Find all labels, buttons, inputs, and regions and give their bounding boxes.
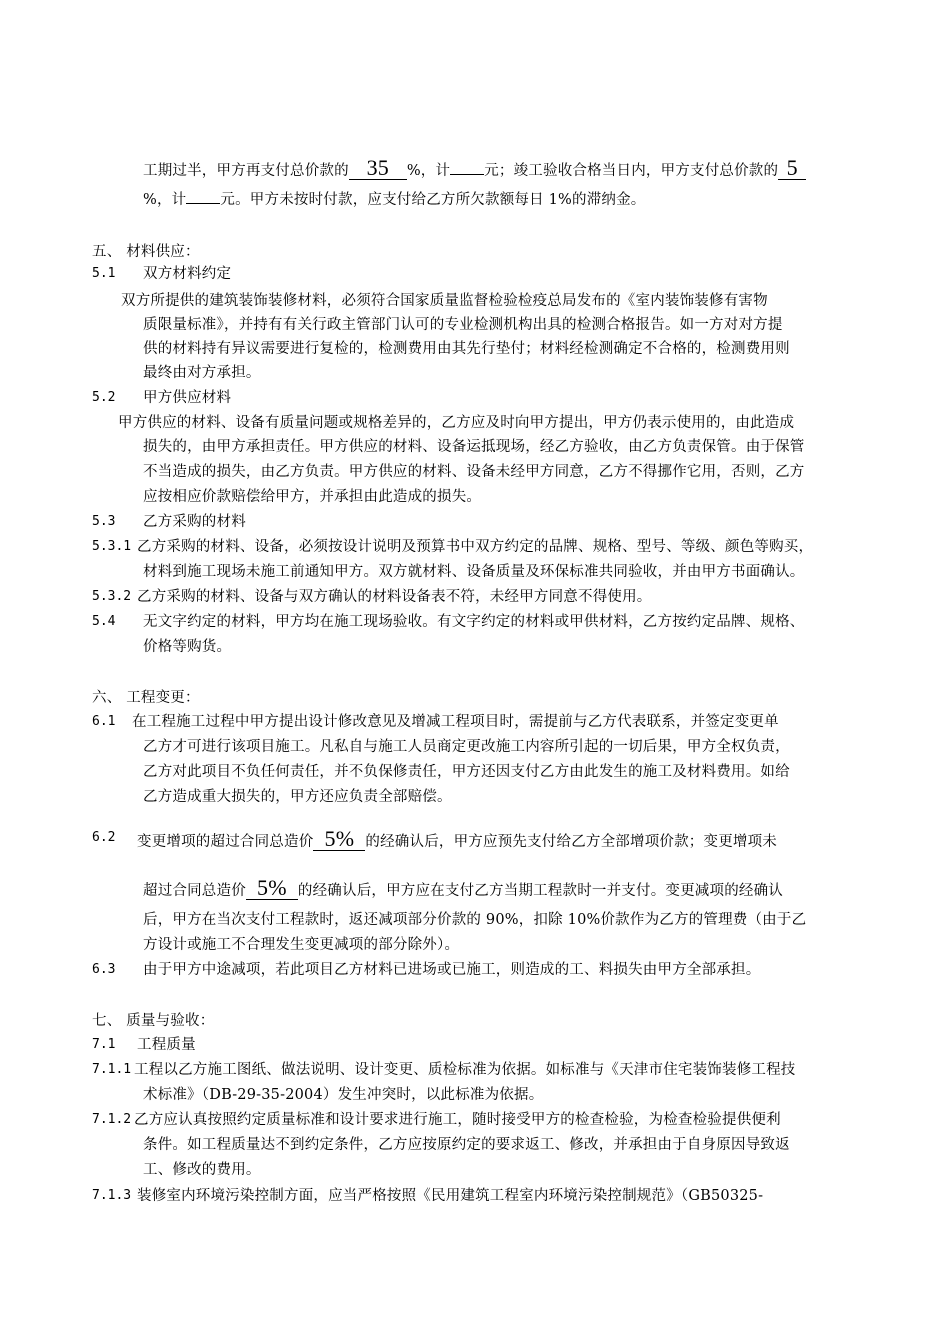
- clause-5-1-line-1: 双方所提供的建筑装饰装修材料，必须符合国家质量监督检验检疫总局发布的《室内装饰装修有害物: [121, 293, 768, 309]
- clause-5-2-line-1: 甲方供应的材料、设备有质量问题或规格差异的，乙方应及时向甲方提出，甲方仍表示使用的，由此造成: [118, 415, 795, 431]
- section-6-heading: 六、 工程变更：: [92, 690, 200, 706]
- clause-6-1-line-2: 乙方才可进行该项目施工。凡私自与施工人员商定更改施工内容所引起的一切后果，甲方全权负责，: [143, 739, 790, 755]
- clause-6-1-line-1: 在工程施工过程中甲方提出设计修改意见及增减工程项目时，需提前与乙方代表联系，并签定变更单: [132, 714, 779, 730]
- progress-payment-percent: 35: [349, 157, 407, 180]
- clause-number-5-3-1: 5.3.1: [92, 539, 132, 554]
- clause-5-1-line-4: 最终由对方承担。: [143, 365, 261, 381]
- payment-text-4: %，计: [143, 192, 187, 208]
- clause-6-2-line-3: 后，甲方在当次支付工程款时，返还减项部分价款的 90%，扣除 10%价款作为乙方的管理费（由于乙: [143, 912, 807, 928]
- payment-text-3: 元；竣工验收合格当日内，甲方支付总价款的: [484, 163, 779, 179]
- clause-number-5-3-2: 5.3.2: [92, 589, 132, 604]
- clause-number-5-2: 5.2: [92, 390, 116, 405]
- clause-number-5-1: 5.1: [92, 266, 116, 281]
- clause-5-1-line-3: 供的材料持有异议需要进行复检的，检测费用由其先行垫付；材料经检测确定不合格的，检测费用则: [143, 341, 790, 357]
- clause-6-2-line-1: [137, 828, 777, 852]
- clause-6-1-line-3: 乙方对此项目不负任何责任，并不负保修责任，甲方还因支付乙方由此发生的施工及材料费用。如给: [143, 764, 790, 780]
- clause-5-2-line-4: 应按相应价款赔偿给甲方，并承担由此造成的损失。: [143, 489, 482, 505]
- clause-7-1-3-text: 装修室内环境污染控制方面，应当严格按照《民用建筑工程室内环境污染控制规范》（GB50325-: [137, 1188, 764, 1204]
- clause-number-5-4: 5.4: [92, 614, 116, 629]
- payment-text-1: 工期过半，甲方再支付总价款的: [143, 163, 349, 179]
- clause-5-4-line-1: 无文字约定的材料，甲方均在施工现场验收。有文字约定的材料或甲供材料，乙方按约定品牌、规格、: [143, 614, 805, 630]
- clause-title-5-2: 甲方供应材料: [143, 390, 232, 406]
- clause-5-3-2-text: 乙方采购的材料、设备与双方确认的材料设备表不符，未经甲方同意不得使用。: [137, 589, 652, 605]
- clause-6-1-line-4: 乙方造成重大损失的，甲方还应负责全部赔偿。: [143, 789, 452, 805]
- clause-7-1-1-line-1: 工程以乙方施工图纸、做法说明、设计变更、质检标准为依据。如标准与《天津市住宅装饰装修工程技: [134, 1062, 796, 1078]
- clause-title-5-3: 乙方采购的材料: [143, 514, 246, 530]
- section-5-heading: 五、 材料供应：: [92, 244, 200, 260]
- clause-number-6-2: 6.2: [92, 830, 116, 845]
- clause-5-3-1-line-2: 材料到施工现场未施工前通知甲方。双方就材料、设备质量及环保标准共同验收，并由甲方书面确认。: [143, 564, 805, 580]
- clause-number-7-1-2: 7.1.2: [92, 1112, 132, 1127]
- amount-blank-2: [186, 191, 220, 204]
- clause-5-1-line-2: 质限量标准》，并持有有关行政主管部门认可的专业检测机构出具的检测合格报告。如一方对对方提: [143, 317, 783, 333]
- clause-number-7-1: 7.1: [92, 1037, 116, 1052]
- clause-6-3-text: 由于甲方中途减项，若此项目乙方材料已进场或已施工，则造成的工、料损失由甲方全部承担。: [143, 962, 761, 978]
- clause-6-2-line-2: [143, 877, 783, 901]
- clause-number-6-3: 6.3: [92, 962, 116, 977]
- clause-5-3-1-line-1: 乙方采购的材料、设备，必须按设计说明及预算书中双方约定的品牌、规格、型号、等级、颜色等购买，: [137, 539, 814, 555]
- clause-6-2-text-1: 变更增项的超过合同总造价: [137, 834, 314, 850]
- clause-6-2-line-4: 方设计或施工不合理发生变更减项的部分除外）。: [143, 937, 460, 953]
- clause-title-7-1: 工程质量: [137, 1037, 196, 1053]
- clause-6-2-text-3: 超过合同总造价: [143, 883, 246, 899]
- clause-5-2-line-2: 损失的，由甲方承担责任。甲方供应的材料、设备运抵现场，经乙方验收，由乙方负责保管。由于保管: [143, 439, 805, 455]
- clause-7-1-2-line-3: 工、修改的费用。: [143, 1162, 261, 1178]
- clause-6-2-text-2: 的经确认后，甲方应预先支付给乙方全部增项价款；变更增项未: [365, 834, 778, 850]
- clause-number-5-3: 5.3: [92, 514, 116, 529]
- clause-title-5-1: 双方材料约定: [143, 266, 232, 282]
- clause-6-2-text-4: 的经确认后，甲方应在支付乙方当期工程款时一并支付。变更减项的经确认: [297, 883, 784, 899]
- payment-line-1: [143, 157, 806, 181]
- clause-5-2-line-3: 不当造成的损失，由乙方负责。甲方供应的材料、设备未经甲方同意，乙方不得挪作它用，否则，乙方: [143, 464, 805, 480]
- clause-number-7-1-1: 7.1.1: [92, 1062, 132, 1077]
- payment-text-5: 元。甲方未按时付款，应支付给乙方所欠款额每日 1%的滞纳金。: [220, 192, 646, 208]
- clause-7-1-2-line-1: 乙方应认真按照约定质量标准和设计要求进行施工，随时接受甲方的检查检验，为检查检验提供便利: [134, 1112, 781, 1128]
- clause-7-1-2-line-2: 条件。如工程质量达不到约定条件，乙方应按原约定的要求返工、修改，并承担由于自身原因导致返: [143, 1137, 790, 1153]
- clause-5-4-line-2: 价格等购货。: [143, 639, 232, 655]
- change-threshold-percent-1: 5%: [313, 828, 365, 851]
- final-payment-percent: 5: [778, 157, 806, 180]
- clause-7-1-1-line-2: 术标准》（DB-29-35-2004）发生冲突时，以此标准为依据。: [143, 1087, 544, 1103]
- payment-line-2: [143, 190, 646, 210]
- clause-number-6-1: 6.1: [92, 714, 116, 729]
- payment-text-2: %，计: [406, 163, 451, 179]
- amount-blank-1: [450, 162, 484, 175]
- clause-number-7-1-3: 7.1.3: [92, 1188, 132, 1203]
- change-threshold-percent-2: 5%: [246, 877, 298, 900]
- section-7-heading: 七、 质量与验收：: [92, 1013, 215, 1029]
